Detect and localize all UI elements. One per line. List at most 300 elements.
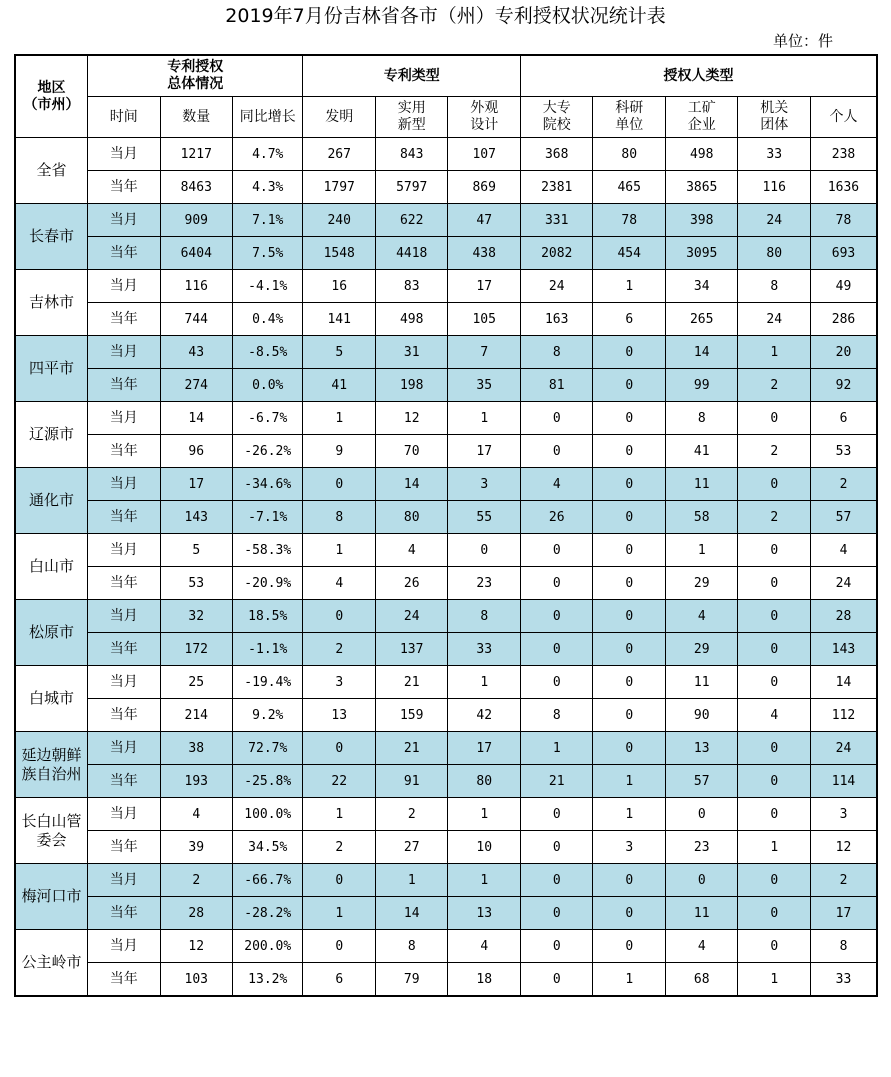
cell-individual: 2: [810, 468, 877, 501]
cell-utility: 8: [375, 930, 448, 963]
cell-count: 214: [160, 699, 233, 732]
cell-enterprise: 4: [665, 600, 738, 633]
cell-utility: 4418: [375, 237, 448, 270]
cell-college: 4: [520, 468, 593, 501]
cell-research: 1: [593, 270, 666, 303]
cell-research: 78: [593, 204, 666, 237]
table-row: [15, 369, 877, 402]
cell-invention: 0: [303, 468, 376, 501]
cell-count: 143: [160, 501, 233, 534]
region-cell: 延边朝鲜 族自治州: [15, 732, 88, 798]
cell-institution: 0: [738, 402, 811, 435]
cell-count: 116: [160, 270, 233, 303]
cell-enterprise: 3095: [665, 237, 738, 270]
cell-count: 38: [160, 732, 233, 765]
table-row: [15, 435, 877, 468]
cell-invention: 16: [303, 270, 376, 303]
cell-design: 7: [448, 336, 521, 369]
cell-invention: 8: [303, 501, 376, 534]
cell-college: 2082: [520, 237, 593, 270]
cell-institution: 0: [738, 567, 811, 600]
cell-institution: 1: [738, 336, 811, 369]
cell-invention: 3: [303, 666, 376, 699]
cell-research: 1: [593, 765, 666, 798]
region-cell: 辽源市: [15, 402, 88, 468]
cell-yoy: 72.7%: [233, 732, 303, 765]
cell-college: 0: [520, 435, 593, 468]
table-row: [15, 666, 877, 699]
cell-research: 0: [593, 864, 666, 897]
cell-individual: 28: [810, 600, 877, 633]
cell-invention: 1797: [303, 171, 376, 204]
cell-enterprise: 29: [665, 567, 738, 600]
cell-count: 25: [160, 666, 233, 699]
cell-time: 当月: [88, 732, 161, 765]
header-overall: 专利授权 总体情况: [88, 55, 303, 97]
cell-time: 当年: [88, 831, 161, 864]
cell-count: 274: [160, 369, 233, 402]
table-row: [15, 468, 877, 501]
cell-design: 47: [448, 204, 521, 237]
cell-enterprise: 13: [665, 732, 738, 765]
cell-invention: 1: [303, 402, 376, 435]
cell-research: 6: [593, 303, 666, 336]
cell-individual: 53: [810, 435, 877, 468]
cell-enterprise: 99: [665, 369, 738, 402]
cell-count: 193: [160, 765, 233, 798]
col-header-time: 时间: [88, 97, 161, 138]
cell-research: 0: [593, 336, 666, 369]
cell-institution: 0: [738, 534, 811, 567]
cell-utility: 14: [375, 897, 448, 930]
col-header-institution: 机关 团体: [738, 97, 811, 138]
cell-invention: 4: [303, 567, 376, 600]
cell-invention: 2: [303, 831, 376, 864]
cell-yoy: -1.1%: [233, 633, 303, 666]
cell-enterprise: 29: [665, 633, 738, 666]
cell-yoy: 4.3%: [233, 171, 303, 204]
cell-count: 4: [160, 798, 233, 831]
cell-invention: 2: [303, 633, 376, 666]
cell-time: 当年: [88, 237, 161, 270]
cell-individual: 33: [810, 963, 877, 997]
cell-individual: 17: [810, 897, 877, 930]
cell-utility: 31: [375, 336, 448, 369]
table-row: [15, 831, 877, 864]
cell-individual: 238: [810, 138, 877, 171]
cell-design: 18: [448, 963, 521, 997]
cell-individual: 20: [810, 336, 877, 369]
cell-research: 0: [593, 468, 666, 501]
cell-utility: 1: [375, 864, 448, 897]
cell-institution: 2: [738, 435, 811, 468]
table-row: [15, 171, 877, 204]
cell-invention: 141: [303, 303, 376, 336]
cell-invention: 22: [303, 765, 376, 798]
cell-invention: 41: [303, 369, 376, 402]
cell-college: 0: [520, 897, 593, 930]
cell-yoy: -8.5%: [233, 336, 303, 369]
cell-utility: 21: [375, 732, 448, 765]
cell-institution: 0: [738, 666, 811, 699]
cell-utility: 622: [375, 204, 448, 237]
cell-invention: 1548: [303, 237, 376, 270]
cell-design: 55: [448, 501, 521, 534]
cell-college: 368: [520, 138, 593, 171]
cell-time: 当月: [88, 468, 161, 501]
cell-college: 81: [520, 369, 593, 402]
cell-time: 当年: [88, 171, 161, 204]
cell-utility: 5797: [375, 171, 448, 204]
cell-college: 1: [520, 732, 593, 765]
cell-college: 163: [520, 303, 593, 336]
cell-yoy: 200.0%: [233, 930, 303, 963]
region-cell: 白城市: [15, 666, 88, 732]
cell-individual: 14: [810, 666, 877, 699]
cell-college: 0: [520, 963, 593, 997]
cell-utility: 498: [375, 303, 448, 336]
cell-yoy: -26.2%: [233, 435, 303, 468]
cell-design: 438: [448, 237, 521, 270]
cell-utility: 26: [375, 567, 448, 600]
cell-design: 1: [448, 402, 521, 435]
cell-utility: 27: [375, 831, 448, 864]
cell-institution: 0: [738, 897, 811, 930]
cell-yoy: 7.1%: [233, 204, 303, 237]
cell-time: 当年: [88, 303, 161, 336]
cell-enterprise: 498: [665, 138, 738, 171]
cell-yoy: 0.0%: [233, 369, 303, 402]
cell-enterprise: 11: [665, 666, 738, 699]
cell-enterprise: 8: [665, 402, 738, 435]
cell-individual: 143: [810, 633, 877, 666]
cell-count: 744: [160, 303, 233, 336]
cell-time: 当年: [88, 963, 161, 997]
cell-count: 96: [160, 435, 233, 468]
cell-utility: 159: [375, 699, 448, 732]
cell-research: 0: [593, 567, 666, 600]
cell-enterprise: 14: [665, 336, 738, 369]
col-header-utility: 实用 新型: [375, 97, 448, 138]
cell-enterprise: 4: [665, 930, 738, 963]
cell-individual: 114: [810, 765, 877, 798]
cell-research: 454: [593, 237, 666, 270]
cell-enterprise: 34: [665, 270, 738, 303]
cell-institution: 80: [738, 237, 811, 270]
cell-college: 0: [520, 666, 593, 699]
cell-count: 8463: [160, 171, 233, 204]
cell-research: 1: [593, 798, 666, 831]
cell-individual: 112: [810, 699, 877, 732]
table-row: [15, 237, 877, 270]
region-cell: 公主岭市: [15, 930, 88, 997]
cell-research: 0: [593, 402, 666, 435]
cell-enterprise: 57: [665, 765, 738, 798]
cell-enterprise: 0: [665, 864, 738, 897]
cell-research: 0: [593, 732, 666, 765]
cell-college: 0: [520, 798, 593, 831]
table-body: [15, 138, 877, 997]
cell-time: 当年: [88, 501, 161, 534]
cell-individual: 6: [810, 402, 877, 435]
cell-college: 0: [520, 600, 593, 633]
cell-invention: 267: [303, 138, 376, 171]
cell-invention: 0: [303, 600, 376, 633]
cell-individual: 8: [810, 930, 877, 963]
cell-individual: 49: [810, 270, 877, 303]
table-row: [15, 600, 877, 633]
cell-enterprise: 11: [665, 897, 738, 930]
cell-research: 0: [593, 930, 666, 963]
cell-design: 17: [448, 732, 521, 765]
region-cell: 长白山管 委会: [15, 798, 88, 864]
region-cell: 梅河口市: [15, 864, 88, 930]
cell-institution: 1: [738, 831, 811, 864]
header-grantee-type: 授权人类型: [520, 55, 877, 97]
cell-design: 35: [448, 369, 521, 402]
cell-institution: 4: [738, 699, 811, 732]
table-row: [15, 402, 877, 435]
cell-count: 28: [160, 897, 233, 930]
cell-utility: 83: [375, 270, 448, 303]
cell-utility: 80: [375, 501, 448, 534]
region-cell: 白山市: [15, 534, 88, 600]
cell-college: 8: [520, 699, 593, 732]
cell-utility: 2: [375, 798, 448, 831]
cell-design: 42: [448, 699, 521, 732]
patent-stats-table: [14, 54, 878, 997]
cell-invention: 240: [303, 204, 376, 237]
cell-invention: 0: [303, 732, 376, 765]
cell-time: 当年: [88, 435, 161, 468]
cell-college: 2381: [520, 171, 593, 204]
cell-time: 当月: [88, 336, 161, 369]
cell-design: 4: [448, 930, 521, 963]
cell-individual: 4: [810, 534, 877, 567]
cell-utility: 12: [375, 402, 448, 435]
table-row: [15, 138, 877, 171]
cell-college: 331: [520, 204, 593, 237]
cell-time: 当年: [88, 699, 161, 732]
cell-enterprise: 265: [665, 303, 738, 336]
cell-design: 8: [448, 600, 521, 633]
cell-invention: 5: [303, 336, 376, 369]
cell-enterprise: 68: [665, 963, 738, 997]
cell-enterprise: 41: [665, 435, 738, 468]
cell-time: 当年: [88, 765, 161, 798]
cell-enterprise: 90: [665, 699, 738, 732]
cell-design: 10: [448, 831, 521, 864]
cell-count: 17: [160, 468, 233, 501]
cell-college: 0: [520, 402, 593, 435]
table-row: [15, 732, 877, 765]
cell-enterprise: 3865: [665, 171, 738, 204]
cell-research: 0: [593, 633, 666, 666]
table-row: [15, 798, 877, 831]
cell-college: 21: [520, 765, 593, 798]
table-row: [15, 534, 877, 567]
cell-college: 0: [520, 633, 593, 666]
cell-yoy: -4.1%: [233, 270, 303, 303]
cell-college: 0: [520, 864, 593, 897]
col-header-yoy: 同比增长: [233, 97, 303, 138]
region-cell: 吉林市: [15, 270, 88, 336]
cell-research: 0: [593, 666, 666, 699]
cell-institution: 2: [738, 501, 811, 534]
cell-institution: 0: [738, 930, 811, 963]
cell-enterprise: 23: [665, 831, 738, 864]
cell-yoy: -25.8%: [233, 765, 303, 798]
cell-count: 39: [160, 831, 233, 864]
cell-count: 53: [160, 567, 233, 600]
cell-time: 当月: [88, 600, 161, 633]
unit-label: 单位：件: [773, 32, 834, 50]
cell-invention: 1: [303, 798, 376, 831]
table-row: [15, 633, 877, 666]
cell-time: 当年: [88, 633, 161, 666]
region-cell: 长春市: [15, 204, 88, 270]
cell-individual: 24: [810, 732, 877, 765]
cell-yoy: 34.5%: [233, 831, 303, 864]
cell-individual: 12: [810, 831, 877, 864]
cell-design: 869: [448, 171, 521, 204]
cell-design: 3: [448, 468, 521, 501]
cell-institution: 116: [738, 171, 811, 204]
cell-college: 0: [520, 930, 593, 963]
cell-time: 当年: [88, 567, 161, 600]
cell-research: 0: [593, 699, 666, 732]
cell-utility: 21: [375, 666, 448, 699]
cell-individual: 24: [810, 567, 877, 600]
cell-time: 当月: [88, 402, 161, 435]
table-row: [15, 567, 877, 600]
cell-design: 107: [448, 138, 521, 171]
cell-time: 当月: [88, 270, 161, 303]
cell-enterprise: 11: [665, 468, 738, 501]
cell-individual: 92: [810, 369, 877, 402]
cell-research: 0: [593, 369, 666, 402]
region-cell: 四平市: [15, 336, 88, 402]
cell-time: 当年: [88, 369, 161, 402]
cell-research: 1: [593, 963, 666, 997]
cell-institution: 0: [738, 765, 811, 798]
cell-individual: 3: [810, 798, 877, 831]
cell-design: 80: [448, 765, 521, 798]
cell-institution: 0: [738, 798, 811, 831]
cell-utility: 91: [375, 765, 448, 798]
cell-count: 32: [160, 600, 233, 633]
table-row: [15, 303, 877, 336]
cell-count: 12: [160, 930, 233, 963]
cell-research: 465: [593, 171, 666, 204]
cell-count: 1217: [160, 138, 233, 171]
cell-enterprise: 398: [665, 204, 738, 237]
cell-design: 0: [448, 534, 521, 567]
cell-time: 当年: [88, 897, 161, 930]
table-row: [15, 765, 877, 798]
cell-research: 0: [593, 600, 666, 633]
col-header-enterprise: 工矿 企业: [665, 97, 738, 138]
cell-design: 13: [448, 897, 521, 930]
cell-enterprise: 1: [665, 534, 738, 567]
cell-institution: 0: [738, 864, 811, 897]
cell-time: 当月: [88, 204, 161, 237]
cell-institution: 24: [738, 303, 811, 336]
cell-yoy: 0.4%: [233, 303, 303, 336]
cell-research: 0: [593, 897, 666, 930]
cell-yoy: -34.6%: [233, 468, 303, 501]
cell-invention: 13: [303, 699, 376, 732]
cell-count: 5: [160, 534, 233, 567]
cell-count: 909: [160, 204, 233, 237]
table-row: [15, 930, 877, 963]
cell-yoy: -19.4%: [233, 666, 303, 699]
cell-count: 14: [160, 402, 233, 435]
cell-time: 当月: [88, 534, 161, 567]
cell-design: 17: [448, 435, 521, 468]
cell-count: 103: [160, 963, 233, 997]
cell-individual: 78: [810, 204, 877, 237]
cell-count: 172: [160, 633, 233, 666]
cell-institution: 0: [738, 633, 811, 666]
cell-design: 1: [448, 798, 521, 831]
cell-utility: 4: [375, 534, 448, 567]
cell-individual: 693: [810, 237, 877, 270]
cell-design: 1: [448, 666, 521, 699]
cell-count: 6404: [160, 237, 233, 270]
table-row: [15, 204, 877, 237]
cell-research: 0: [593, 435, 666, 468]
header-region: 地区 （市州）: [15, 55, 88, 138]
cell-time: 当月: [88, 798, 161, 831]
cell-utility: 24: [375, 600, 448, 633]
cell-individual: 57: [810, 501, 877, 534]
col-header-college: 大专 院校: [520, 97, 593, 138]
cell-institution: 33: [738, 138, 811, 171]
region-cell: 全省: [15, 138, 88, 204]
cell-yoy: 7.5%: [233, 237, 303, 270]
cell-time: 当月: [88, 930, 161, 963]
region-cell: 通化市: [15, 468, 88, 534]
cell-utility: 198: [375, 369, 448, 402]
cell-utility: 14: [375, 468, 448, 501]
cell-design: 1: [448, 864, 521, 897]
cell-yoy: -20.9%: [233, 567, 303, 600]
cell-institution: 8: [738, 270, 811, 303]
cell-yoy: 13.2%: [233, 963, 303, 997]
region-cell: 松原市: [15, 600, 88, 666]
cell-design: 105: [448, 303, 521, 336]
cell-individual: 286: [810, 303, 877, 336]
table-row: [15, 864, 877, 897]
cell-design: 33: [448, 633, 521, 666]
cell-research: 0: [593, 501, 666, 534]
cell-utility: 70: [375, 435, 448, 468]
cell-college: 0: [520, 534, 593, 567]
table-row: [15, 897, 877, 930]
cell-time: 当月: [88, 864, 161, 897]
cell-research: 3: [593, 831, 666, 864]
cell-invention: 0: [303, 864, 376, 897]
col-header-individual: 个人: [810, 97, 877, 138]
cell-yoy: 18.5%: [233, 600, 303, 633]
cell-college: 26: [520, 501, 593, 534]
table-row: [15, 336, 877, 369]
cell-invention: 0: [303, 930, 376, 963]
cell-count: 43: [160, 336, 233, 369]
col-header-count: 数量: [160, 97, 233, 138]
cell-individual: 1636: [810, 171, 877, 204]
